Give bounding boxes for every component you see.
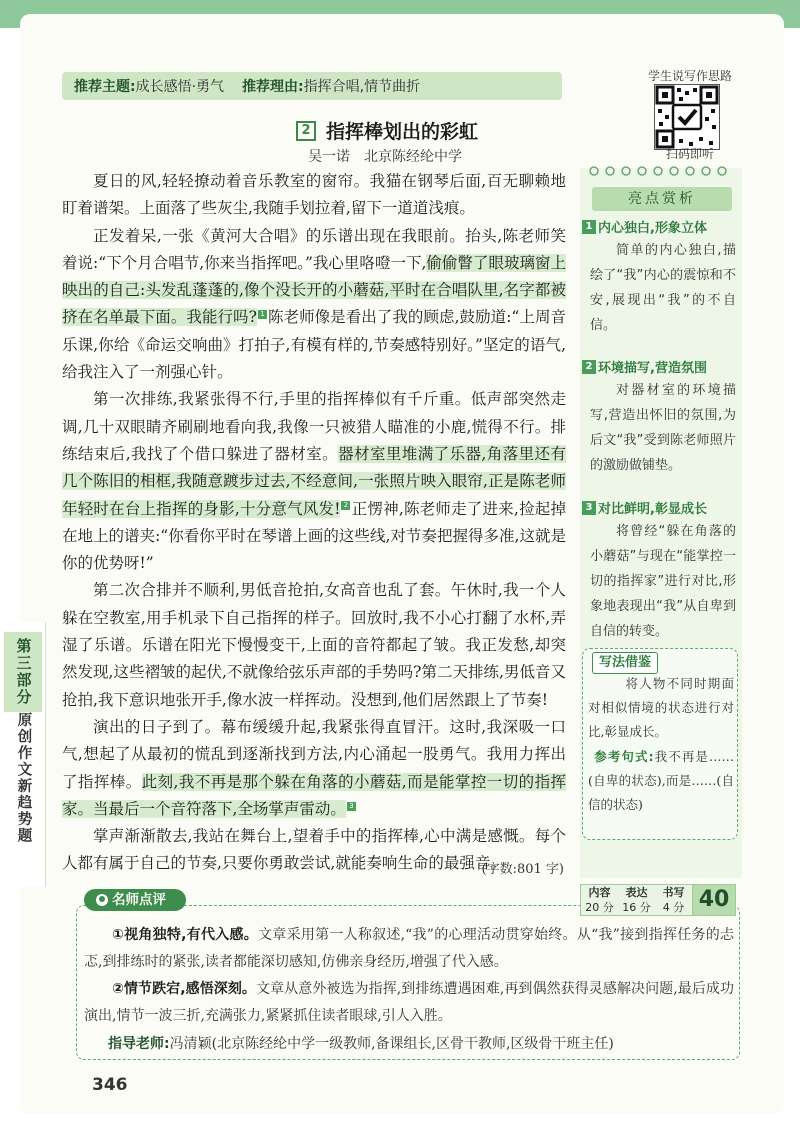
review-tag: 名师点评: [84, 889, 186, 911]
section-subtitle: 原创作文新趋势题: [15, 712, 32, 844]
word-count: (字数:801 字): [481, 861, 564, 877]
score-total: 40: [693, 884, 736, 916]
reason-value: 指挥合唱,情节曲折: [303, 79, 421, 95]
paragraph-4: 第二次合排并不顺利,男低音抢拍,女高音也乱了套。午休时,我一个人躲在空教室,用手机录下自己指挥的样子。回放时,我不小心打翻了水杯,弄湿了乐谱。乐谱在阳光下慢慢变干,上面的音符都起了皱。我正发愁,却突然发现,这些褶皱的起伏,不就像给弦乐声部的手势吗?第二天排练,男低音又抢拍,我下意识地张开手,像水波一样挥动。没想到,他们居然跟上了节奏!: [62, 581, 566, 709]
paragraph-2: 正发着呆,一张《黄河大合唱》的乐谱出现在我眼前。抬头,陈老师笑着说:“下个月合唱节,你来当指挥吧。”我心里咯噔一下,偷偷瞥了眼玻璃窗上映出的自己:头发乱蓬蓬的,像个没长开的小蘑菇,平时在合唱队里,名字都被挤在名单最下面。我能行吗? 1 陈老师像是看出了我的顾虑,鼓励道:“上周音乐课,你给《命运交响曲》打拍子,有模有样的,节奏感特别好。”坚定的语气,给我注入了一剂强心针。: [62, 226, 567, 382]
highlight-text-1: 简单的内心独白,描绘了“我”内心的震惊和不安,展现出“我”的不自信。: [590, 243, 736, 333]
reason-label: 推荐理由:: [242, 79, 304, 95]
note-mark-2: 2: [341, 501, 350, 510]
article-body: [62, 168, 566, 877]
highlight-title-2: 环境描写,营造氛围: [598, 361, 707, 376]
highlight-num-1: 1: [582, 220, 596, 234]
article-number: 2: [296, 121, 316, 141]
reference-text: 我不再是……(自卑的状态),而是……(自信的状态): [588, 748, 734, 813]
article-author: 吴一诺 北京陈经纶中学: [308, 149, 462, 165]
review-comment-2: ②情节跌宕,感悟深刻。文章从意外被选为指挥,到排练遭遇困难,再到偶然获得灵感解决问题,最后成功演出,情节一波三折,充满张力,紧紧抓住读者眼球,引人入胜。: [84, 981, 735, 1024]
highlight-text-2: 对器材室的环境描写,营造出怀旧的氛围,为后文“我”受到陈老师照片的激励做铺垫。: [590, 383, 736, 473]
highlight-1: 偷偷瞥了眼玻璃窗上映出的自己:头发乱蓬蓬的,像个没长开的小蘑菇,平时在合唱队里,名字都被挤在名单最下面。我能行吗?: [62, 253, 566, 327]
writing-tip-text: 将人物不同时期面对相似情境的状态进行对比,彰显成长。 参考句式:我不再是……(自卑的状态),而是……(自信的状态): [588, 676, 734, 813]
note-mark-3: 3: [347, 802, 356, 811]
teacher-icon: [96, 894, 108, 906]
score-expression: 表达 16 分: [622, 886, 651, 914]
highlight-item-2: [582, 357, 742, 478]
theme-label: 推荐主题:: [74, 79, 136, 95]
qr-code-icon[interactable]: [654, 84, 720, 150]
reference-label: 参考句式:: [594, 748, 654, 764]
score-writing: 书写 4 分: [662, 886, 685, 914]
section-part-label: 第三部分: [4, 632, 42, 712]
highlight-title-3: 对比鲜明,彰显成长: [598, 502, 707, 517]
qr-caption-top: 学生说写作思路: [647, 69, 732, 83]
highlight-item-3: [582, 498, 742, 644]
highlight-2: 器材室里堆满了乐器,角落里还有几个陈旧的相框,我随意踱步过去,不经意间,一张照片映入眼帘,正是陈老师年轻时在台上指挥的身影,十分意气风发!: [62, 444, 566, 518]
highlight-text-3: 将曾经“躲在角落的小蘑菇”与现在“能掌控一切的指挥家”进行对比,形象地表现出“我”从自卑到自信的转变。: [590, 524, 736, 639]
page-number: 346: [92, 1075, 128, 1095]
writing-tip-tag: 写法借鉴: [592, 652, 658, 674]
highlight-num-3: 3: [582, 501, 596, 515]
highlights-header: 亮点赏析: [592, 187, 732, 211]
highlight-num-2: 2: [582, 360, 596, 374]
spiral-binding-icon: [580, 164, 742, 178]
article-title: 指挥棒划出的彩虹: [326, 121, 479, 143]
highlight-3: 此刻,我不再是那个躲在角落的小蘑菇,而是能掌控一切的指挥家。当最后一个音符落下,全场掌声雷动。: [62, 772, 566, 818]
guiding-teacher: 指导老师:冯清颖(北京陈经纶中学一级教师,备课组长,区骨干教师,区级骨干班主任): [108, 1036, 614, 1052]
paragraph-1: 夏日的风,轻轻撩动着音乐教室的窗帘。我猫在钢琴后面,百无聊赖地盯着谱架。上面落了些灰尘,我随手划拉着,留下一道道浅痕。: [62, 172, 566, 218]
note-mark-1: 1: [258, 310, 267, 319]
score-table: [580, 884, 736, 916]
qr-caption-bottom: 扫码即听: [665, 147, 714, 161]
review-comment-1: ①视角独特,有代入感。文章采用第一人称叙述,“我”的心理活动贯穿始终。从“我”接到指挥任务的忐忑,到排练时的紧张,读者都能深切感知,仿佛亲身经历,增强了代入感。: [84, 927, 735, 970]
highlight-item-1: [582, 217, 742, 338]
paragraph-3: 第一次排练,我紧张得不行,手里的指挥棒似有千斤重。低声部突然走调,几十双眼睛齐刷刷地看向我,我像一只被猎人瞄准的小鹿,慌得不行。排练结束后,我找了个借口躲进了器材室。器材室里堆满了乐器,角落里还有几个陈旧的相框,我随意踱步过去,不经意间,一张照片映入眼帘,正是陈老师年轻时在台上指挥的身影,十分意气风发! 2 正愣神,陈老师走了进来,捡起掉在地上的谱夹:“你看你平时在琴谱上画的这些线,对节奏把握得多准,这就是你的优势呀!”: [62, 390, 566, 573]
paragraph-6: 掌声渐渐散去,我站在舞台上,望着手中的指挥棒,心中满是感慨。每个人都有属于自己的节奏,只要你勇敢尝试,就能奏响生命的最强音。: [62, 827, 566, 873]
score-content: 内容 20 分: [585, 886, 614, 914]
article-title-row: [296, 117, 478, 144]
recommend-bar: [62, 72, 562, 100]
theme-value: 成长感悟·勇气: [135, 79, 225, 95]
highlight-title-1: 内心独白,形象立体: [598, 221, 707, 236]
paragraph-5: 演出的日子到了。幕布缓缓升起,我紧张得直冒汗。这时,我深吸一口气,想起了从最初的慌乱到逐渐找到方法,内心涌起一股勇气。我用力挥出了指挥棒。此刻,我不再是那个躲在角落的小蘑菇,而是能掌控一切的指挥家。当最后一个音符落下,全场掌声雷动。 3: [62, 717, 566, 818]
